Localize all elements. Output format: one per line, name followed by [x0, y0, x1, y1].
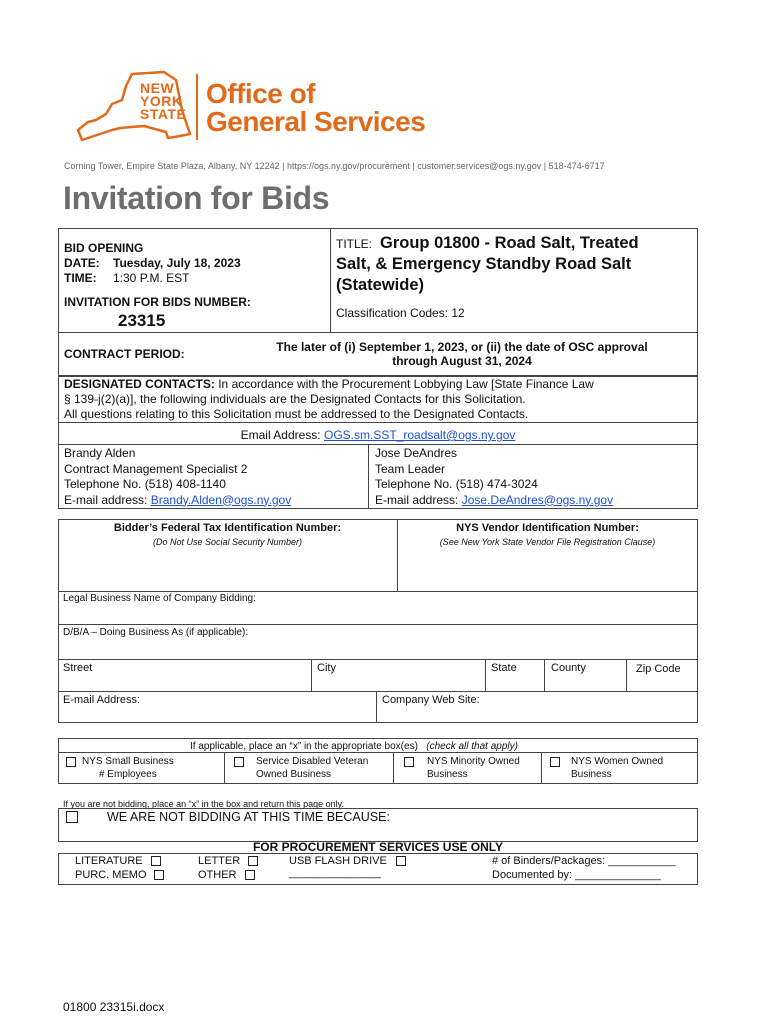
- contact-1-phone: Telephone No. (518) 408-1140: [64, 477, 226, 491]
- contact-1-email-label: E-mail address:: [64, 492, 148, 507]
- logo-divider: [196, 74, 198, 140]
- contact-2-email-link[interactable]: Jose.DeAndres@ogs.ny.gov: [461, 492, 614, 507]
- contact-2-email-row: [375, 493, 613, 509]
- website-field[interactable]: Company Web Site:: [382, 694, 480, 706]
- wbe-text-2: Business: [571, 768, 612, 780]
- dba-field[interactable]: D/B/A – Doing Business As (if applicable):: [63, 627, 249, 638]
- designated-contacts-text-3: All questions relating to this Solicitation must be addressed to the Designated Contacts.: [64, 407, 529, 421]
- ifb-number: 23315: [118, 311, 166, 330]
- agency-contact-line: Corning Tower, Empire State Plaza, Albany, NY 12242 | https://ogs.ny.gov/procurement | customer.services@ogs.ny.gov | 518-474-6717: [64, 161, 605, 171]
- documented-by-field[interactable]: Documented by: ______________: [492, 869, 661, 881]
- address-divider-3: [544, 659, 545, 691]
- mbe-text-1: NYS Minority Owned: [427, 756, 520, 767]
- contacts-col-divider: [368, 444, 369, 509]
- sdvob-text-2: Owned Business: [256, 768, 332, 780]
- designated-contacts-heading: DESIGNATED CONTACTS:: [64, 377, 215, 391]
- contact-2-email-label: E-mail address:: [375, 492, 459, 507]
- mbe-checkbox[interactable]: [404, 757, 414, 767]
- contact-1-role: Contract Management Specialist 2: [64, 461, 248, 476]
- logo-state: STATE: [140, 106, 187, 122]
- contact-2-phone: Telephone No. (518) 474-3024: [375, 477, 538, 491]
- title-line-1: Group 01800 - Road Salt, Treated: [380, 234, 639, 252]
- bidder-row-divider-1: [58, 591, 698, 592]
- other-checkbox[interactable]: [245, 870, 255, 880]
- contract-period-line-1: The later of (i) September 1, 2023, or (ii) the date of OSC approval: [276, 340, 648, 354]
- wbe-checkbox[interactable]: [550, 757, 560, 767]
- designated-contacts-text-2: § 139-j(2)(a)], the following individuals are the Designated Contacts for this Solicitation.: [64, 392, 526, 406]
- contact-2-name: Jose DeAndres: [375, 446, 458, 460]
- contact-1-email-row: [64, 493, 291, 509]
- group-email-label: Email Address:: [240, 428, 321, 442]
- designated-contacts-text-1: [64, 377, 594, 391]
- bid-opening-date-label: DATE:: [64, 256, 100, 270]
- wbe-text-1: NYS Women Owned: [571, 756, 664, 767]
- classification-divider-1: [224, 752, 225, 784]
- bid-info-divider: [330, 228, 331, 332]
- classification-divider-2: [393, 752, 394, 784]
- title-line-3: (Statewide): [336, 276, 425, 294]
- bid-opening-time: 1:30 P.M. EST: [113, 271, 190, 285]
- usb-label: USB FLASH DRIVE: [289, 855, 387, 867]
- state-field[interactable]: State: [491, 662, 517, 674]
- bid-info-row-divider: [58, 332, 698, 333]
- group-email-link[interactable]: OGS.sm.SST_roadsalt@ogs.ny.gov: [324, 428, 516, 442]
- contacts-row-divider-1: [58, 422, 698, 423]
- vendor-id-note: (See New York State Vendor File Registration Clause): [439, 537, 656, 547]
- tax-id-input[interactable]: [60, 550, 395, 589]
- bid-opening-heading: BID OPENING: [64, 241, 144, 255]
- classification-underline: [58, 752, 698, 753]
- sdvob-text-1: Service Disabled Veteran: [256, 756, 369, 767]
- group-email-row: [58, 428, 698, 442]
- usb-checkbox[interactable]: [396, 856, 406, 866]
- usb-blank[interactable]: _______________: [289, 867, 381, 879]
- logo-new: NEW: [140, 80, 175, 96]
- bidder-row-divider-3: [58, 659, 698, 660]
- legal-name-field[interactable]: Legal Business Name of Company Bidding:: [63, 593, 256, 604]
- literature-label: LITERATURE: [75, 855, 143, 867]
- contacts-row-divider-2: [58, 444, 698, 445]
- sdvob-checkbox[interactable]: [234, 757, 244, 767]
- county-field[interactable]: County: [551, 662, 586, 674]
- contact-card-1: [64, 446, 291, 508]
- address-divider-4: [626, 659, 627, 691]
- classification-instruction-text: If applicable, place an “x” in the appropriate box(es): [190, 741, 418, 752]
- small-business-label: [82, 756, 174, 781]
- procurement-use-heading: FOR PROCUREMENT SERVICES USE ONLY: [252, 840, 504, 854]
- title-label: TITLE:: [336, 237, 373, 251]
- logo-agency-name: [206, 80, 425, 136]
- vendor-id-input[interactable]: [399, 550, 696, 589]
- purc-memo-label: PURC. MEMO: [75, 869, 147, 881]
- other-label: OTHER: [198, 869, 237, 881]
- mbe-text-2: Business: [427, 768, 468, 780]
- letter-checkbox[interactable]: [248, 856, 258, 866]
- city-field[interactable]: City: [317, 662, 336, 674]
- classification-instructions: [190, 741, 518, 752]
- small-business-employees: # Employees: [98, 768, 157, 780]
- letter-label: LETTER: [198, 855, 241, 867]
- logo-state-name: [140, 82, 186, 121]
- email-field[interactable]: E-mail Address:: [63, 694, 141, 706]
- classification-codes: Classification Codes: 12: [336, 306, 465, 320]
- bidder-row-divider-4: [58, 691, 698, 692]
- footer-filename: 01800 23315i.docx: [63, 1000, 165, 1014]
- address-divider-2: [485, 659, 486, 691]
- page-title: Invitation for Bids: [63, 180, 330, 216]
- classification-check-all: (check all that apply): [426, 741, 518, 752]
- tax-id-label: Bidder’s Federal Tax Identification Number:: [113, 522, 342, 534]
- logo-office-of: Office of: [206, 78, 316, 109]
- bid-opening-time-label: TIME:: [64, 271, 97, 285]
- title-line-2: Salt, & Emergency Standby Road Salt: [336, 255, 632, 273]
- street-field[interactable]: Street: [63, 662, 93, 674]
- not-bidding-checkbox[interactable]: [66, 811, 78, 823]
- binders-field[interactable]: # of Binders/Packages: ___________: [492, 855, 676, 867]
- purc-memo-checkbox[interactable]: [154, 870, 164, 880]
- bidder-row-divider-2: [58, 624, 698, 625]
- vendor-id-label: NYS Vendor Identification Number:: [456, 522, 639, 534]
- contract-period-label: CONTRACT PERIOD:: [64, 347, 185, 361]
- contact-2-role: Team Leader: [375, 461, 446, 476]
- small-business-text: NYS Small Business: [82, 756, 174, 767]
- small-business-checkbox[interactable]: [66, 757, 76, 767]
- contact-1-name: Brandy Alden: [64, 446, 136, 460]
- sdvob-label: [256, 756, 368, 781]
- ifb-number-label: INVITATION FOR BIDS NUMBER:: [64, 295, 251, 309]
- contract-period-line-2: through August 31, 2024: [392, 354, 532, 368]
- literature-checkbox[interactable]: [151, 856, 161, 866]
- wbe-label: [571, 756, 663, 781]
- logo-york: YORK: [140, 93, 183, 109]
- not-bidding-instructions: If you are not bidding, place an “x” in the box and return this page only.: [63, 799, 345, 809]
- classification-divider-3: [541, 752, 542, 784]
- email-web-divider: [376, 691, 377, 723]
- bid-opening-date: Tuesday, July 18, 2023: [113, 256, 241, 270]
- tax-id-note: (Do Not Use Social Security Number): [152, 537, 303, 547]
- zip-field[interactable]: Zip Code: [636, 663, 681, 675]
- contact-card-2: [375, 446, 613, 508]
- mbe-label: [427, 756, 520, 781]
- logo-general-services: General Services: [206, 106, 426, 137]
- contact-1-email-link[interactable]: Brandy.Alden@ogs.ny.gov: [150, 492, 292, 507]
- not-bidding-statement: WE ARE NOT BIDDING AT THIS TIME BECAUSE:: [107, 810, 390, 824]
- designated-contacts-intro: In accordance with the Procurement Lobbying Law [State Finance Law: [214, 377, 594, 391]
- address-divider-1: [311, 659, 312, 691]
